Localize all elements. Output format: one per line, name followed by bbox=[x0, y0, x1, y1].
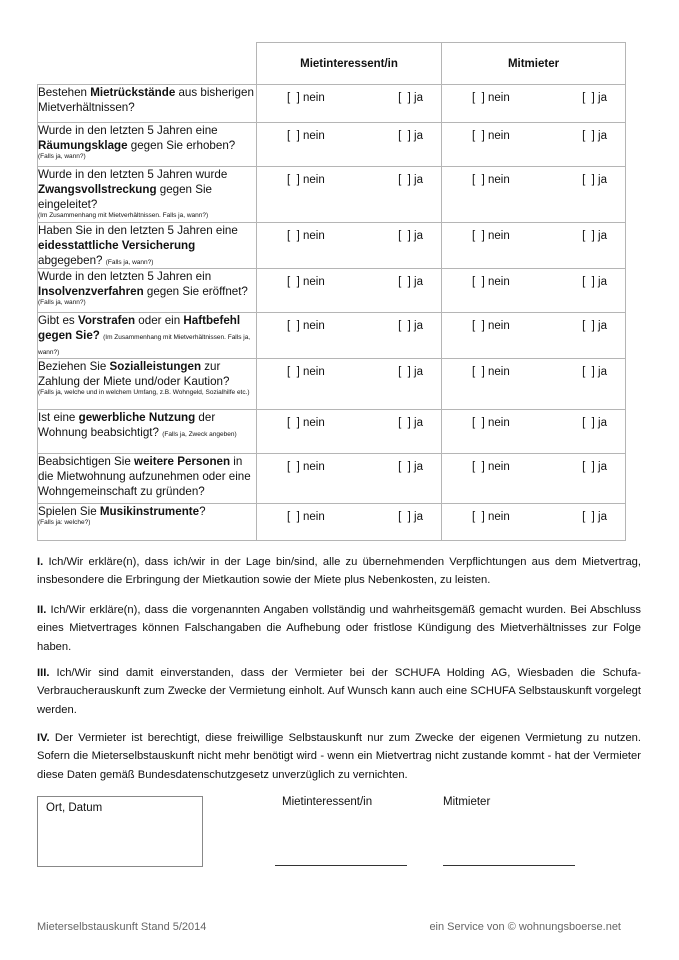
question-text bbox=[38, 85, 257, 123]
question-text-bold: Zwangsvollstreckung bbox=[38, 183, 157, 196]
signature-label-mietinteressent: Mietinteressent/in bbox=[282, 796, 373, 808]
question-text-bold: Haftbefehl gegen Sie? bbox=[38, 314, 241, 342]
paragraph-4: IV. Der Vermieter ist berechtigt, diese freiwillige Selbstauskunft nur zum Zwecke der eigenen Vermietung zu nutzen. Sofern die Mieterselbstauskunft nicht mehr benötigt wird - wenn ein Mietvertrag nicht zustande kommt - hat der Vermieter diese Daten gemäß Bundesdatenschutzgesetz unverzüglich zu vernichten. bbox=[37, 732, 641, 781]
checkbox-ja[interactable]: [ ] ja bbox=[398, 130, 423, 142]
answer-cell-mitmieter bbox=[442, 410, 626, 454]
answer-cell-mitmieter bbox=[442, 359, 626, 410]
answer-options bbox=[442, 454, 625, 473]
questionnaire-body bbox=[38, 85, 626, 541]
checkbox-nein[interactable]: [ ] nein bbox=[472, 366, 510, 378]
checkbox-ja[interactable]: [ ] ja bbox=[582, 511, 607, 523]
answer-cell-mitmieter bbox=[442, 269, 626, 313]
answer-options bbox=[442, 410, 625, 429]
question-text-post: gegen Sie eingeleitet? bbox=[38, 183, 212, 211]
question-text-pre: Bestehen bbox=[38, 86, 91, 99]
checkbox-ja[interactable]: [ ] ja bbox=[582, 130, 607, 142]
question-row bbox=[38, 504, 626, 541]
question-row bbox=[38, 359, 626, 410]
answer-cell-mietinteressent bbox=[257, 454, 442, 504]
question-text bbox=[38, 504, 257, 541]
question-note: (Falls ja, Zweck angeben) bbox=[162, 431, 237, 438]
footer-right: ein Service von © wohnungsboerse.net bbox=[429, 921, 621, 933]
question-text-post: in die Mietwohnung aufzunehmen oder eine Wohngemeinschaft zu gründen? bbox=[38, 455, 251, 498]
question-text-post: aus bisherigen Mietverhältnissen? bbox=[38, 86, 254, 114]
question-text-pre: Haben Sie in den letzten 5 Jahren eine bbox=[38, 224, 238, 237]
question-text-pre: Gibt es bbox=[38, 314, 78, 327]
checkbox-ja[interactable]: [ ] ja bbox=[398, 417, 423, 429]
header-mitmieter: Mitmieter bbox=[442, 43, 626, 85]
question-text-bold: Vorstrafen bbox=[77, 314, 136, 327]
question-note: (Falls ja, wann?) bbox=[105, 259, 154, 266]
question-row bbox=[38, 454, 626, 504]
question-text bbox=[38, 313, 257, 359]
checkbox-ja[interactable]: [ ] ja bbox=[398, 92, 423, 104]
question-text-post: gegen Sie erhoben? bbox=[127, 139, 236, 152]
question-row bbox=[38, 269, 626, 313]
answer-cell-mietinteressent bbox=[257, 223, 442, 269]
checkbox-nein[interactable]: [ ] nein bbox=[287, 174, 325, 186]
question-text-bold: Insolvenzverfahren bbox=[38, 285, 144, 298]
answer-options bbox=[442, 359, 625, 378]
question-row bbox=[38, 223, 626, 269]
question-text-bold: eidesstattliche Versicherung bbox=[38, 239, 196, 252]
checkbox-nein[interactable]: [ ] nein bbox=[287, 230, 325, 242]
checkbox-nein[interactable]: [ ] nein bbox=[287, 92, 325, 104]
question-row bbox=[38, 123, 626, 167]
question-row bbox=[38, 167, 626, 223]
answer-cell-mietinteressent bbox=[257, 313, 442, 359]
checkbox-nein[interactable]: [ ] nein bbox=[287, 461, 325, 473]
question-text-bold: Mietrückstände bbox=[90, 86, 176, 99]
question-text bbox=[38, 223, 257, 269]
checkbox-nein[interactable]: [ ] nein bbox=[472, 92, 510, 104]
question-text bbox=[38, 123, 257, 167]
answer-cell-mitmieter bbox=[442, 85, 626, 123]
checkbox-nein[interactable]: [ ] nein bbox=[472, 174, 510, 186]
question-note: (Falls ja, wann?) bbox=[38, 153, 86, 160]
question-text-bold: Musikinstrumente bbox=[99, 505, 200, 518]
question-text-pre: Ist eine bbox=[38, 411, 79, 424]
question-text-pre: Beziehen Sie bbox=[38, 360, 110, 373]
footer-left: Mieterselbstauskunft Stand 5/2014 bbox=[37, 921, 207, 933]
checkbox-ja[interactable]: [ ] ja bbox=[398, 320, 423, 332]
answer-options bbox=[257, 504, 441, 523]
paragraph-1: I. Ich/Wir erkläre(n), dass ich/wir in der Lage bin/sind, alle zu übernehmenden Verpflichtungen aus dem Mietvertrag, insbesondere die Erbringung der Mietkaution sowie der Miete plus Nebenkosten, zu leisten. bbox=[37, 556, 641, 587]
question-text-pre: Wurde in den letzten 5 Jahren ein bbox=[38, 270, 212, 283]
question-text-post: abgegeben? bbox=[38, 254, 103, 267]
question-text-post: ? bbox=[199, 505, 206, 518]
answer-cell-mietinteressent bbox=[257, 410, 442, 454]
question-row bbox=[38, 313, 626, 359]
answer-options bbox=[257, 454, 441, 473]
question-note: (Falls ja, wann?) bbox=[38, 299, 86, 306]
answer-options bbox=[257, 410, 441, 429]
answer-cell-mietinteressent bbox=[257, 123, 442, 167]
answer-options bbox=[257, 269, 441, 288]
question-text-post: der Wohnung beabsichtigt? bbox=[38, 411, 216, 439]
question-text bbox=[38, 359, 257, 410]
question-text-post: gegen Sie eröffnet? bbox=[143, 285, 248, 298]
answer-cell-mitmieter bbox=[442, 167, 626, 223]
checkbox-ja[interactable]: [ ] ja bbox=[582, 230, 607, 242]
answer-options bbox=[442, 504, 625, 523]
checkbox-nein[interactable]: [ ] nein bbox=[287, 511, 325, 523]
question-text-bold: weitere Personen bbox=[134, 455, 231, 468]
checkbox-nein[interactable]: [ ] nein bbox=[472, 461, 510, 473]
signature-line-mitmieter[interactable] bbox=[443, 865, 575, 866]
ort-datum-label: Ort, Datum bbox=[46, 802, 103, 814]
question-text bbox=[38, 167, 257, 223]
question-text-bold: gewerbliche Nutzung bbox=[78, 411, 196, 424]
paragraph-2: II. Ich/Wir erkläre(n), dass die vorgenannten Angaben vollständig und wahrheitsgemäß gemacht wurden. Bei Abschluss eines Mietvertrages können Falschangaben die Aufhebung oder fristlose Kündigung des Mietverhältnisses zur Folge haben. bbox=[37, 604, 641, 653]
question-text-pre: Spielen Sie bbox=[38, 505, 100, 518]
checkbox-ja[interactable]: [ ] ja bbox=[582, 417, 607, 429]
checkbox-ja[interactable]: [ ] ja bbox=[582, 174, 607, 186]
answer-cell-mietinteressent bbox=[257, 504, 442, 541]
answer-options bbox=[442, 85, 625, 104]
answer-cell-mietinteressent bbox=[257, 359, 442, 410]
question-text bbox=[38, 410, 257, 454]
answer-cell-mitmieter bbox=[442, 454, 626, 504]
answer-options bbox=[442, 313, 625, 332]
checkbox-ja[interactable]: [ ] ja bbox=[582, 276, 607, 288]
answer-options bbox=[257, 85, 441, 104]
checkbox-ja[interactable]: [ ] ja bbox=[398, 174, 423, 186]
answer-cell-mietinteressent bbox=[257, 167, 442, 223]
answer-cell-mitmieter bbox=[442, 313, 626, 359]
checkbox-nein[interactable]: [ ] nein bbox=[472, 276, 510, 288]
checkbox-ja[interactable]: [ ] ja bbox=[582, 461, 607, 473]
checkbox-ja[interactable]: [ ] ja bbox=[582, 320, 607, 332]
checkbox-ja[interactable]: [ ] ja bbox=[398, 276, 423, 288]
checkbox-nein[interactable]: [ ] nein bbox=[472, 320, 510, 332]
checkbox-nein[interactable]: [ ] nein bbox=[287, 417, 325, 429]
checkbox-nein[interactable]: [ ] nein bbox=[287, 130, 325, 142]
question-note: (Im Zusammenhang mit Mietverhältnissen. Falls ja, wann?) bbox=[38, 334, 251, 356]
paragraph-3: III. Ich/Wir sind damit einverstanden, dass der Vermieter bei der SCHUFA Holding AG, Wiesbaden die Schufa-Verbraucherauskunft zum Zwecke der Vermietung einholt. Auf Wunsch kann auch eine SCHUFA Selbstauskunft vorgelegt werden. bbox=[37, 667, 641, 716]
question-row bbox=[38, 410, 626, 454]
question-text-bold: Räumungsklage bbox=[38, 139, 128, 152]
answer-options bbox=[442, 223, 625, 242]
question-text-bold: Sozialleistungen bbox=[109, 360, 202, 373]
header-blank bbox=[38, 43, 257, 85]
checkbox-nein[interactable]: [ ] nein bbox=[472, 511, 510, 523]
question-text-mid: oder ein bbox=[135, 314, 184, 327]
checkbox-nein[interactable]: [ ] nein bbox=[472, 230, 510, 242]
signature-label-mitmieter: Mitmieter bbox=[443, 796, 491, 808]
checkbox-nein[interactable]: [ ] nein bbox=[287, 276, 325, 288]
checkbox-nein[interactable]: [ ] nein bbox=[472, 417, 510, 429]
question-text-post: zur Zahlung der Miete und/oder Kaution? bbox=[38, 360, 230, 388]
question-note: (Im Zusammenhang mit Mietverhältnissen. Falls ja, wann?) bbox=[38, 212, 209, 219]
questionnaire-table bbox=[37, 42, 626, 541]
question-text bbox=[38, 269, 257, 313]
checkbox-nein[interactable]: [ ] nein bbox=[287, 366, 325, 378]
header-mietinteressent: Mietinteressent/in bbox=[257, 43, 442, 85]
question-text bbox=[38, 454, 257, 504]
checkbox-ja[interactable]: [ ] ja bbox=[582, 92, 607, 104]
question-note: (Falls ja: welche?) bbox=[38, 519, 91, 526]
checkbox-ja[interactable]: [ ] ja bbox=[398, 230, 423, 242]
answer-options bbox=[442, 269, 625, 288]
answer-cell-mitmieter bbox=[442, 223, 626, 269]
answer-options bbox=[442, 167, 625, 186]
ort-datum-field[interactable] bbox=[37, 796, 203, 867]
answer-cell-mitmieter bbox=[442, 504, 626, 541]
question-text-pre: Beabsichtigen Sie bbox=[38, 455, 135, 468]
answer-options bbox=[442, 123, 625, 142]
answer-cell-mietinteressent bbox=[257, 269, 442, 313]
answer-options bbox=[257, 223, 441, 242]
answer-options bbox=[257, 313, 441, 332]
question-text-pre: Wurde in den letzten 5 Jahren wurde bbox=[38, 168, 228, 181]
checkbox-ja[interactable]: [ ] ja bbox=[582, 366, 607, 378]
checkbox-ja[interactable]: [ ] ja bbox=[398, 366, 423, 378]
answer-options bbox=[257, 359, 441, 378]
answer-options bbox=[257, 167, 441, 186]
question-text-pre: Wurde in den letzten 5 Jahren eine bbox=[38, 124, 218, 137]
checkbox-ja[interactable]: [ ] ja bbox=[398, 461, 423, 473]
checkbox-ja[interactable]: [ ] ja bbox=[398, 511, 423, 523]
question-note: (Falls ja, welche und in welchem Umfang, z.B. Wohngeld, Sozialhilfe etc.) bbox=[38, 389, 250, 396]
answer-options bbox=[257, 123, 441, 142]
question-row bbox=[38, 85, 626, 123]
signature-line-mietinteressent[interactable] bbox=[275, 865, 407, 866]
checkbox-nein[interactable]: [ ] nein bbox=[472, 130, 510, 142]
checkbox-nein[interactable]: [ ] nein bbox=[287, 320, 325, 332]
answer-cell-mitmieter bbox=[442, 123, 626, 167]
answer-cell-mietinteressent bbox=[257, 85, 442, 123]
